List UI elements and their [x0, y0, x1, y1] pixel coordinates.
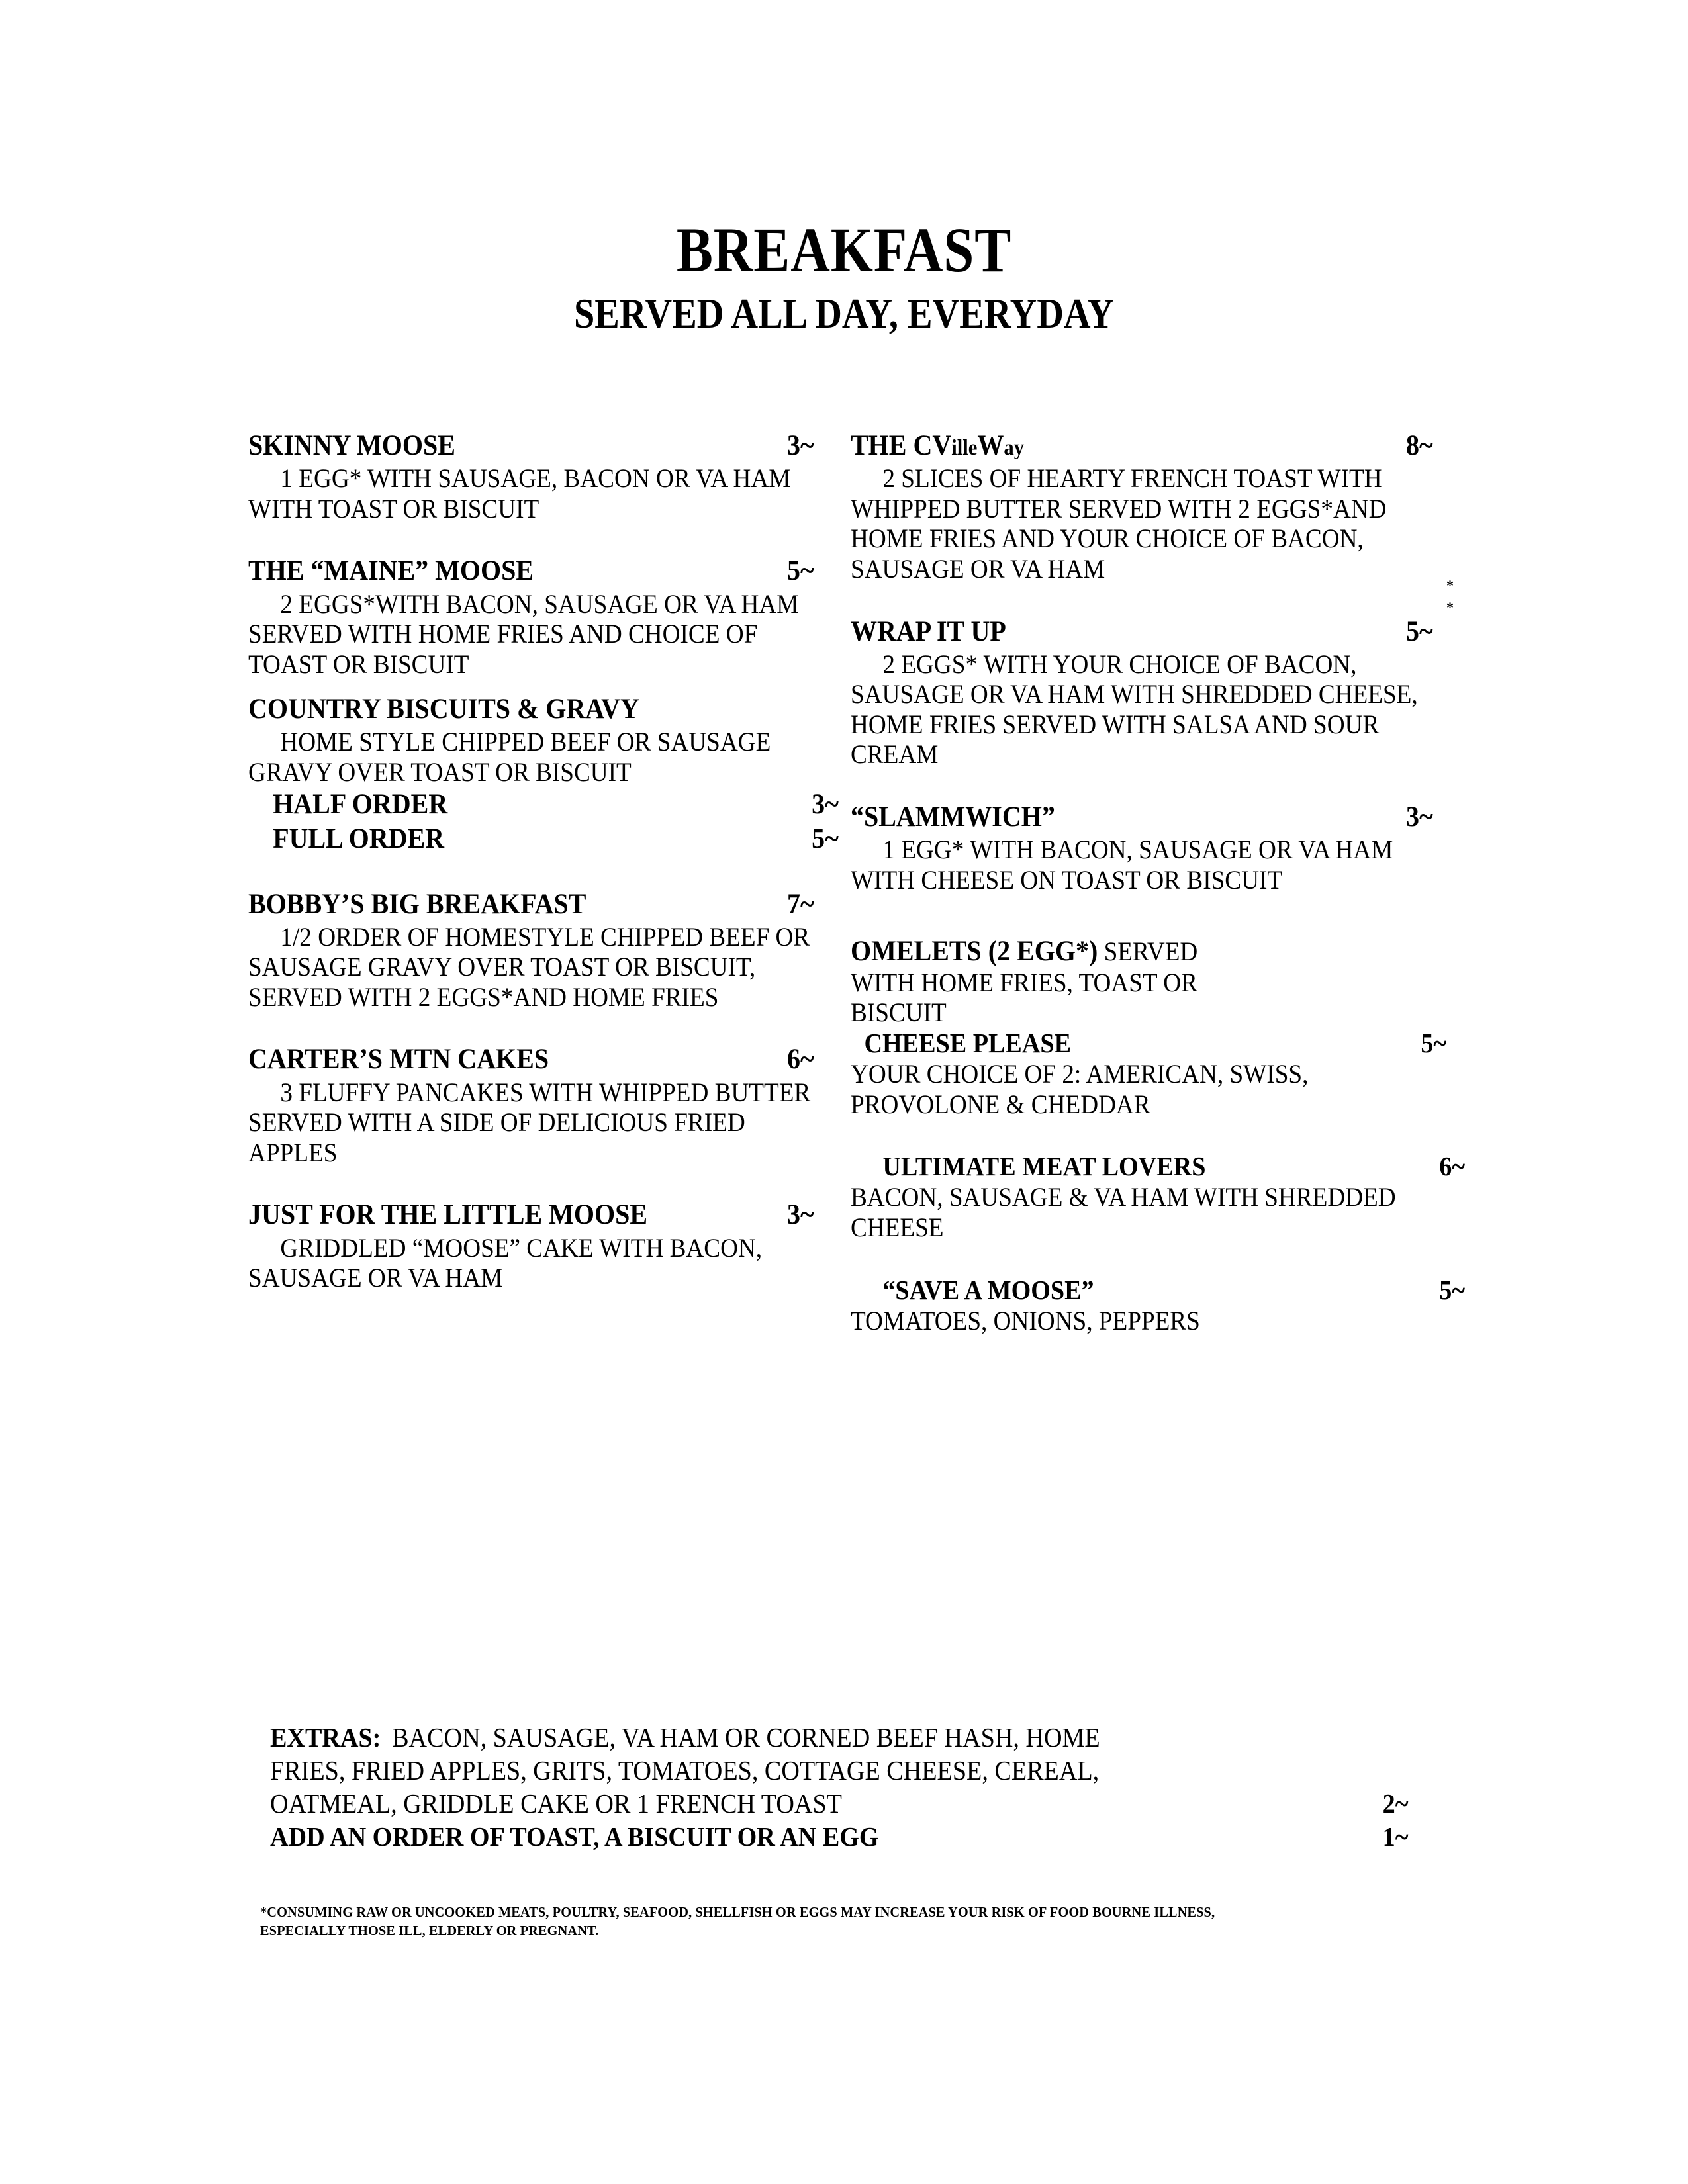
cville-way-part-caps2: W: [977, 430, 1004, 461]
menu-item-just-for-the-little-moose: [248, 1199, 814, 1293]
omelets-heading-line2: WITH HOME FRIES, TOAST OR: [851, 967, 1197, 997]
omelet-option-price: 5~: [1439, 1274, 1466, 1305]
menu-item-price: 5~: [1405, 615, 1433, 647]
menu-item-description: 2 EGGS* WITH YOUR CHOICE OF BACON, SAUSAGE OR VA HAM WITH SHREDDED CHEESE, HOME FRIES SERVED WITH SALSA AND SOUR CREAM: [851, 649, 1418, 770]
menu-item-the-cville-way: [851, 430, 1433, 584]
omelet-option-description: BACON, SAUSAGE & VA HAM WITH SHREDDED CHEESE: [851, 1182, 1396, 1242]
menu-item-name: “SLAMMWICH”: [851, 801, 1055, 833]
omelets-heading-bold: OMELETS (2 EGG*): [851, 936, 1098, 968]
omelets-heading: [851, 936, 1433, 967]
menu-item-maine-moose: [248, 555, 814, 679]
menu-item-price: 5~: [786, 555, 814, 587]
omelet-option-name: CHEESE PLEASE: [864, 1027, 1072, 1058]
menu-item-wrap-it-up: [851, 616, 1433, 770]
extras-line-3-text: OATMEAL, GRIDDLE CAKE OR 1 FRENCH TOAST: [270, 1788, 842, 1819]
menu-item-name: COUNTRY BISCUITS & GRAVY: [248, 694, 639, 725]
menu-item-price: 6~: [786, 1044, 814, 1075]
extras-label: EXTRAS:: [270, 1722, 381, 1752]
menu-item-price: 8~: [1405, 430, 1433, 461]
extras-line-3-price: 2~: [1382, 1788, 1409, 1819]
extras-line-1-text: BACON, SAUSAGE, VA HAM OR CORNED BEEF HASH, HOME: [392, 1722, 1100, 1752]
menu-item-price: 3~: [786, 430, 814, 461]
footnote-disclaimer: [260, 1903, 1390, 1940]
spacer: [248, 1167, 814, 1199]
asterisk-icon: *: [1446, 599, 1454, 615]
spacer: [248, 523, 814, 555]
menu-item-price: 3~: [1405, 801, 1433, 833]
menu-item-description: 2 SLICES OF HEARTY FRENCH TOAST WITH WHIPPED BUTTER SERVED WITH 2 EGGS*AND HOME FRIES AND YOUR CHOICE OF BACON, SAUSAGE OR VA HAM: [851, 463, 1387, 584]
menu-item-heading: [248, 889, 814, 921]
menu-item-description: 1 EGG* WITH SAUSAGE, BACON OR VA HAM WITH TOAST OR BISCUIT: [248, 463, 791, 523]
menu-item-name: WRAP IT UP: [851, 615, 1006, 647]
spacer: [851, 584, 1433, 616]
cville-way-part-small2: ay: [1004, 436, 1025, 460]
footnote-line-1: *CONSUMING RAW OR UNCOOKED MEATS, POULTRY, SEAFOOD, SHELLFISH OR EGGS MAY INCREASE YOUR RISK OF FOOD BOURNE ILLNESS,: [260, 1904, 1215, 1920]
spacer: [851, 770, 1433, 801]
menu-item-heading: [248, 430, 814, 462]
omelet-option-name: ULTIMATE MEAT LOVERS: [882, 1151, 1206, 1182]
menu-item-description: 3 FLUFFY PANCAKES WITH WHIPPED BUTTER SERVED WITH A SIDE OF DELICIOUS FRIED APPLES: [248, 1077, 811, 1167]
omelet-option-cheese-please: [851, 1028, 1446, 1059]
menu-subitem-price: 5~: [812, 823, 839, 855]
page-title: BREAKFAST: [676, 214, 1012, 285]
menu-item-name: SKINNY MOOSE: [248, 430, 455, 461]
menu-subitem-label: HALF ORDER: [273, 788, 448, 820]
spacer: [851, 1119, 1433, 1151]
omelet-option-description: TOMATOES, ONIONS, PEPPERS: [851, 1305, 1200, 1336]
extras-section: [270, 1721, 1409, 1853]
spacer: [851, 1243, 1433, 1275]
menu-item-name: [851, 430, 1024, 462]
menu-column-left: [248, 430, 839, 1293]
extras-line-4-price: 1~: [1382, 1821, 1409, 1852]
menu-item-heading: [248, 555, 814, 587]
asterisk-icon: *: [1446, 577, 1454, 594]
menu-item-price: 3~: [786, 1199, 814, 1231]
omelet-option-ultimate-meat-lovers: [851, 1151, 1465, 1182]
menu-item-country-biscuits-and-gravy: [248, 694, 839, 856]
omelet-option-price: 5~: [1421, 1027, 1447, 1058]
extras-line-4-text: ADD AN ORDER OF TOAST, A BISCUIT OR AN EGG: [270, 1821, 879, 1852]
menu-item-heading: [248, 1199, 814, 1231]
extras-line-3: [270, 1787, 1409, 1820]
menu-item-description: GRIDDLED “MOOSE” CAKE WITH BACON, SAUSAGE OR VA HAM: [248, 1232, 763, 1293]
extras-line-1: [270, 1721, 1409, 1754]
omelet-option-price: 6~: [1439, 1151, 1466, 1182]
menu-item-heading: [248, 1044, 814, 1075]
omelets-heading-line3: BISCUIT: [851, 997, 947, 1028]
menu-column-right: [851, 430, 1466, 1336]
menu-item-heading: [851, 616, 1433, 648]
menu-item-bobbys-big-breakfast: [248, 889, 814, 1013]
extras-line-4: [270, 1820, 1409, 1853]
menu-item-name: CARTER’S MTN CAKES: [248, 1044, 549, 1075]
menu-item-description: 1/2 ORDER OF HOMESTYLE CHIPPED BEEF OR SAUSAGE GRAVY OVER TOAST OR BISCUIT, SERVED WITH 2 EGGS*AND HOME FRIES: [248, 921, 810, 1012]
menu-item-name: BOBBY’S BIG BREAKFAST: [248, 888, 586, 920]
omelets-heading-rest: SERVED: [1098, 936, 1198, 967]
menu-item-heading: [248, 694, 814, 725]
menu-subitem-price: 3~: [812, 788, 839, 820]
omelet-option-description: YOUR CHOICE OF 2: AMERICAN, SWISS, PROVOLONE & CHEDDAR: [851, 1059, 1309, 1119]
menu-item-price: 7~: [786, 888, 814, 920]
spacer: [851, 895, 1433, 936]
menu-item-heading: [851, 801, 1433, 833]
menu-item-name: JUST FOR THE LITTLE MOOSE: [248, 1199, 648, 1231]
menu-item-description: 2 EGGS*WITH BACON, SAUSAGE OR VA HAM SERVED WITH HOME FRIES AND CHOICE OF TOAST OR BISCUIT: [248, 588, 799, 679]
menu-subitem-half-order: [248, 788, 839, 822]
extras-line-2-text: FRIES, FRIED APPLES, GRITS, TOMATOES, COTTAGE CHEESE, CEREAL,: [270, 1755, 1100, 1786]
extras-line-2: [270, 1754, 1409, 1787]
page-subtitle: SERVED ALL DAY, EVERYDAY: [573, 290, 1115, 337]
omelet-option-name: “SAVE A MOOSE”: [882, 1274, 1094, 1305]
cville-way-part-small1: ille: [951, 436, 978, 460]
menu-subitem-label: FULL ORDER: [273, 823, 445, 855]
menu-item-name: THE “MAINE” MOOSE: [248, 555, 534, 587]
menu-item-description: HOME STYLE CHIPPED BEEF OR SAUSAGE GRAVY OVER TOAST OR BISCUIT: [248, 727, 771, 788]
spacer: [248, 857, 814, 889]
spacer: [248, 1012, 814, 1044]
menu-subitem-full-order: [248, 822, 839, 856]
stray-asterisk-marks: [1446, 574, 1454, 618]
menu-section-omelets: [851, 936, 1466, 1336]
omelet-option-save-a-moose: [851, 1275, 1465, 1306]
menu-item-carters-mtn-cakes: [248, 1044, 814, 1167]
menu-header: [0, 214, 1688, 337]
cville-way-part-caps1: THE CV: [851, 430, 952, 461]
footnote-line-2: ESPECIALLY THOSE ILL, ELDERLY OR PREGNANT.: [260, 1923, 599, 1939]
spacer: [248, 679, 814, 694]
menu-item-heading: [851, 430, 1433, 462]
menu-item-description: 1 EGG* WITH BACON, SAUSAGE OR VA HAM WITH CHEESE ON TOAST OR BISCUIT: [851, 835, 1393, 895]
menu-item-skinny-moose: [248, 430, 814, 523]
menu-item-slammwich: [851, 801, 1433, 895]
